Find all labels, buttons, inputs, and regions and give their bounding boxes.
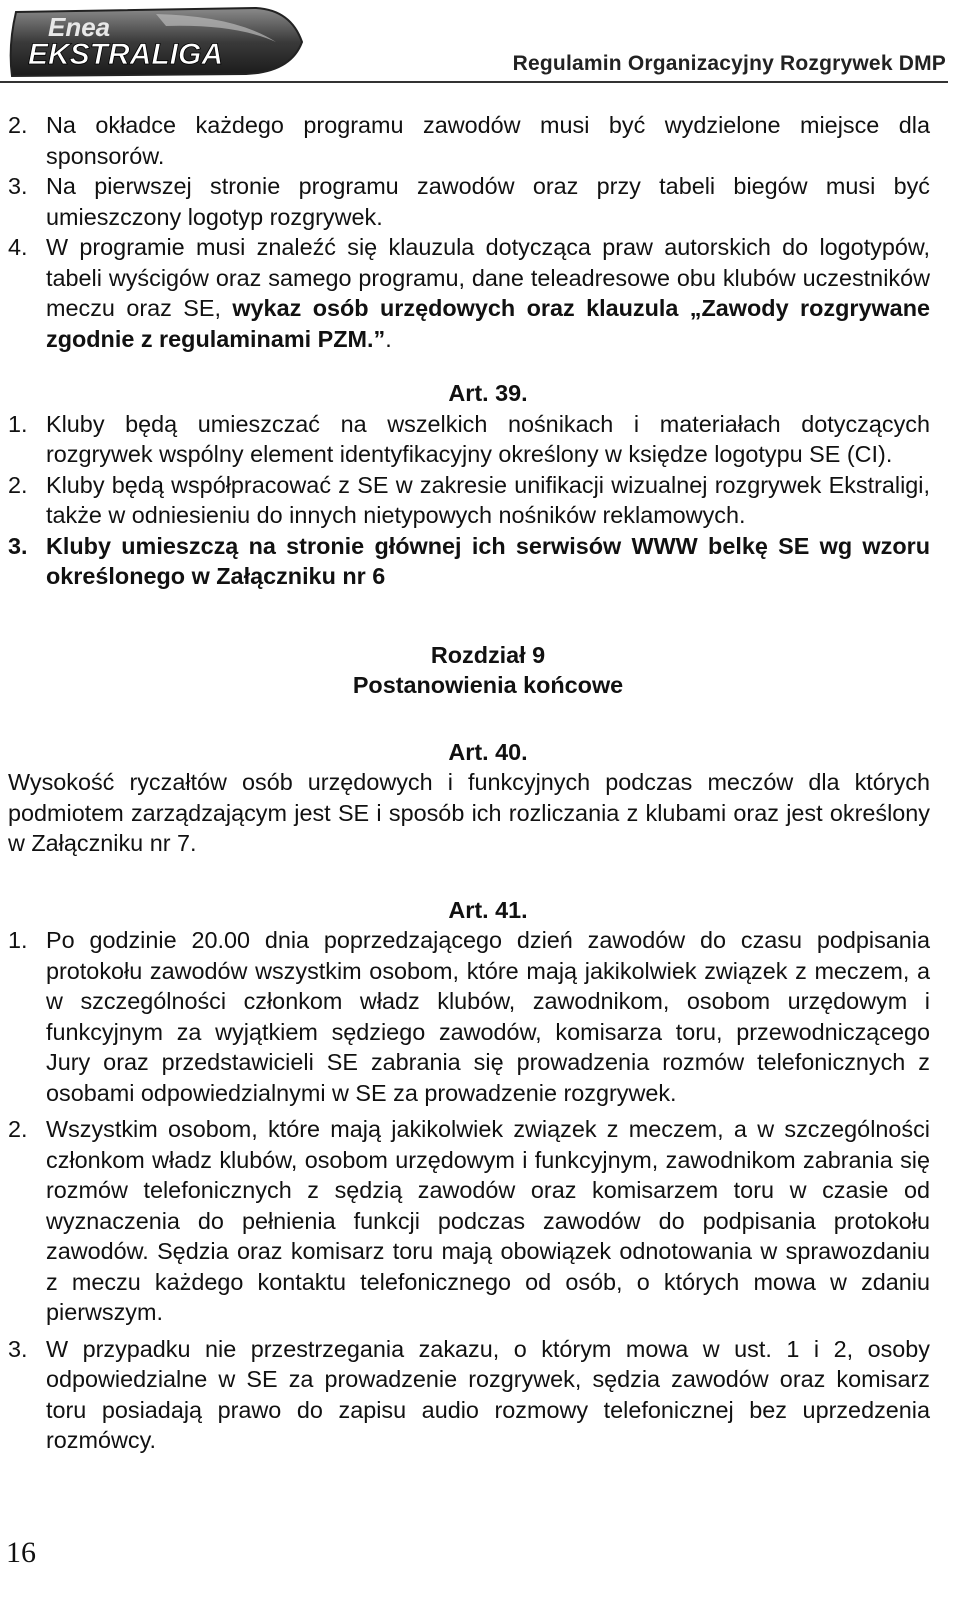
chapter-title: Postanowienia końcowe: [352, 672, 624, 698]
list-item: 2. Wszystkim osobom, które mają jakikolwiek związek z meczem, a w szczególności członkom władz klubów, osobom urzędowym i funkcyjnym, zawodnikom zabrania się rozmów telefonicznych z sędzią zawodów oraz komisarzem toru w czasie od wyznaczenia do pełnienia funkcji podczas zawodów do podpisania protokołu zawodów. Sędzia oraz komisarz toru mają obowiązek odnotowania w sprawozdaniu z meczu każdego kontaktu telefonicznego od osób, o których mowa w zdaniu pierwszym.: [8, 1116, 930, 1325]
list-item: 2. Na okładce każdego programu zawodów musi być wydzielone miejsce dla sponsorów.: [8, 112, 930, 169]
chapter-number: Rozdział 9: [430, 641, 546, 668]
document-title: Regulamin Organizacyjny Rozgrywek DMP: [512, 52, 946, 75]
page-header: [0, 0, 960, 84]
list-item: 1. Kluby będą umieszczać na wszelkich nośnikach i materiałach dotyczących rozgrywek wspólny element identyfikacyjny określony w księdze logotypu SE (CI).: [8, 410, 930, 467]
list-item: 3. W przypadku nie przestrzegania zakazu, o którym mowa w ust. 1 i 2, osoby odpowiedzialne w SE za prowadzenie rozgrywek, sędzia zawodów oraz komisarz toru posiadają prawo do zapisu audio rozmowy telefonicznej bez uprzedzenia rozmówcy.: [8, 1335, 930, 1453]
list-item: 4. W programie musi znaleźć się klauzula dotycząca praw autorskich do logotypów, tabeli wyścigów oraz samego programu, dane teleadresowe obu klubów uczestników meczu oraz SE, wykaz osób urzędowych oraz klauzula „Zawody rozgrywane zgodnie z regulaminami PZM.”.: [8, 234, 930, 352]
list-item: 2. Kluby będą współpracować z SE w zakresie unifikacji wizualnej rozgrywek Ekstraligi, także w odniesieniu do innych nietypowych nośników reklamowych.: [8, 471, 930, 528]
article-heading-41: Art. 41.: [448, 896, 528, 923]
list-item: 1. Po godzinie 20.00 dnia poprzedzającego dzień zawodów do czasu podpisania protokołu zawodów wszystkim osobom, które mają jakikolwiek związek z meczem, a w szczególności członkom władz klubów, zawodnikom, osobom urzędowym i funkcyjnym za wyjątkiem sędziego zawodów, komisarza toru, przewodniczącego Jury oraz przedstawicieli SE zabrania się prowadzenia rozmów telefonicznych z osobami odpowiedzialnymi w SE za prowadzenie rozgrywek.: [8, 927, 930, 1106]
svg-text:Enea: Enea: [48, 12, 111, 42]
article-heading-39: Art. 39.: [448, 380, 528, 406]
list-item: 3. Kluby umieszczą na stronie głównej ich serwisów WWW belkę SE wg wzoru określonego w Załączniku nr 6: [8, 532, 930, 589]
header-divider: [0, 81, 948, 83]
page-number: 16: [6, 1536, 36, 1569]
enea-ekstraliga-logo: [6, 2, 306, 78]
article-40-text: Wysokość ryczałtów osób urzędowych i funkcyjnych podczas meczów dla których podmiotem zarządzającym jest SE i sposób ich rozliczania z klubami oraz jest określony w Załączniku nr 7.: [8, 769, 930, 856]
page-content: [8, 110, 930, 1456]
list-item: 3. Na pierwszej stronie programu zawodów oraz przy tabeli biegów musi być umieszczony logotyp rozgrywek.: [8, 173, 930, 230]
article-heading-40: Art. 40.: [448, 738, 528, 765]
svg-text:EKSTRALIGA: EKSTRALIGA: [28, 38, 223, 71]
